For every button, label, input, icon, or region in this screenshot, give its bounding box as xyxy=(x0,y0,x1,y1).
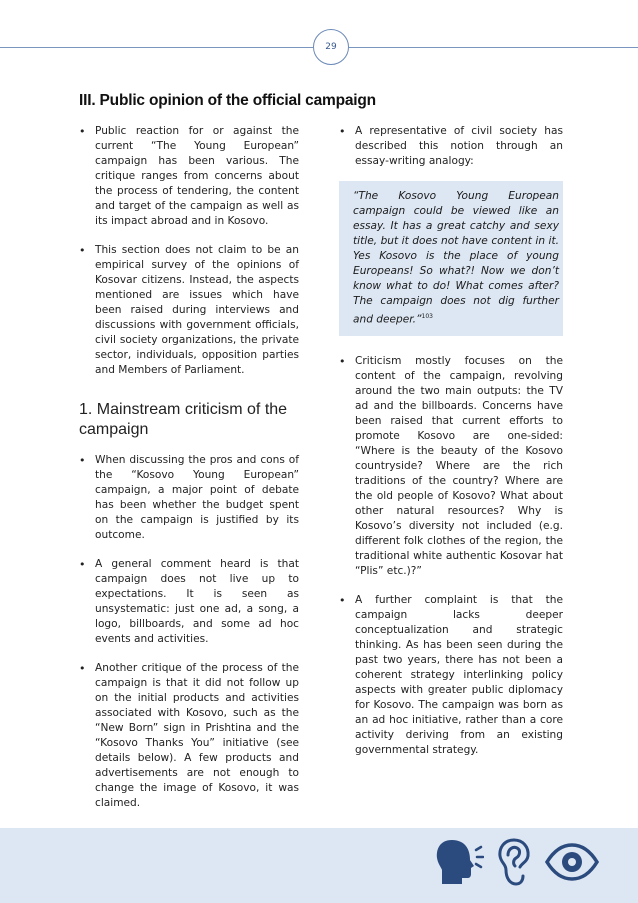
right-intro-list xyxy=(339,124,563,169)
list-item: • A further complaint is that the campaign lacks deeper conceptualization and strategic thinking. As has been seen during the past two years, there has not been a coherent strategy interlinking policy aspects with greater public diplomacy for Kosovo. The campaign was born as an ad hoc initiative, rather than a core activity deriving from an existing governmental strategy. xyxy=(339,593,563,758)
pull-quote xyxy=(339,181,563,336)
footer-icons xyxy=(432,836,600,888)
footnote-marker[interactable]: 103 xyxy=(421,313,433,320)
speaking-head-icon xyxy=(432,836,484,888)
section-title: III. Public opinion of the official campaign xyxy=(79,92,376,109)
eye-icon xyxy=(544,842,600,882)
right-column xyxy=(339,124,563,772)
page-number: 29 xyxy=(313,29,349,65)
right-bullet-list xyxy=(339,354,563,758)
list-item: • Criticism mostly focuses on the content of the campaign, revolving around the two main outputs: the TV ad and the billboards. Concerns have been raised that current efforts to promote Kosovo are one-sided: “Where is the beauty of the Kosovo countryside? Where are the rich traditions of the country? Where are the old people of Kosovo? What about other natural resources? Why is Kosovo’s diversity not included (e.g. different folk clothes of the region, the traditional white authentic Kosovar hat “Plis” etc.)?” xyxy=(339,354,563,579)
list-item: • Public reaction for or against the current “The Young European” campaign has been various. The critique ranges from concerns about the process of tendering, the content and target of the campaign as well as its impact abroad and in Kosovo. xyxy=(79,124,299,229)
subsection-heading: 1. Mainstream criticism of the campaign xyxy=(79,401,288,438)
intro-bullet-list xyxy=(79,124,299,378)
list-item: • Another critique of the process of the campaign is that it did not follow up on the initial products and activities associated with Kosovo, such as the “New Born” sign in Prishtina and the “Kosovo Thanks You” initiative (see details below). A few products and advertisements are not enough to change the image of Kosovo, it was claimed. xyxy=(79,661,299,811)
list-item: • A general comment heard is that campaign does not live up to expectations. It is seen as unsystematic: just one ad, a song, a logo, billboards, and some ad hoc events and activities. xyxy=(79,557,299,647)
list-item: • When discussing the pros and cons of the “Kosovo Young European” campaign, a major point of debate has been whether the budget spent on the campaign is justified by its outcome. xyxy=(79,453,299,543)
quote-text: “The Kosovo Young European campaign could be viewed like an essay. It has a great catchy and sexy title, but it does not have content in it. Yes Kosovo is the place of young Europeans! So what?! Now we don’t know what to do! What comes after? The campaign does not dig further and deeper.” xyxy=(353,190,559,326)
header-rule-left xyxy=(0,47,313,48)
list-item: • This section does not claim to be an empirical survey of the opinions of Kosovar citizens. Instead, the aspects mentioned are issues which have been raised during interviews and discussions with government officials, civil society organizations, the private sector, individuals, opposition parties and Members of Parliament. xyxy=(79,243,299,378)
header-rule-right xyxy=(349,47,638,48)
list-item: • A representative of civil society has described this notion through an essay-writing analogy: xyxy=(339,124,563,169)
ear-icon xyxy=(496,836,532,888)
criticism-bullet-list xyxy=(79,453,299,811)
left-column xyxy=(79,124,299,825)
